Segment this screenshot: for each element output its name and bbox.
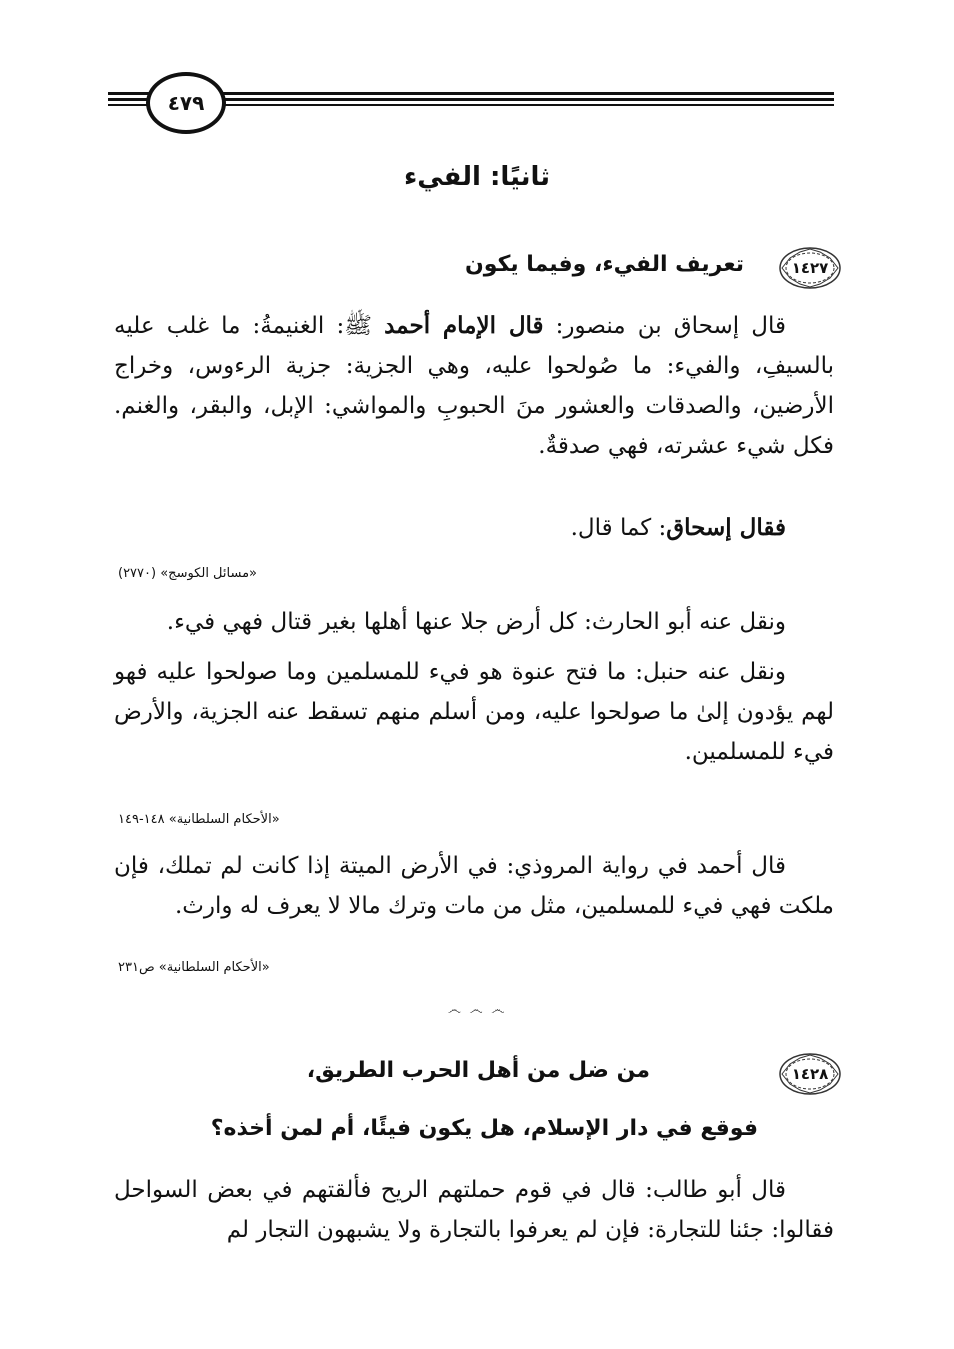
paragraph [114, 306, 834, 466]
entry-title: تعريف الفيء، وفيما يكون [465, 252, 744, 277]
section-title: ثانيًا: الفيء [403, 162, 551, 192]
page-header [108, 72, 834, 130]
entry-title: من ضل من أهل الحرب الطريق، [306, 1058, 650, 1083]
paragraph [114, 508, 834, 548]
entry-number: ١٤٢٨ [791, 1065, 829, 1083]
bold-text: فقال إسحاق [666, 514, 786, 541]
entry-heading [778, 246, 842, 290]
text: قال إسحاق بن منصور: [543, 313, 786, 339]
bold-text: قال الإمام أحمد [384, 312, 544, 339]
text: : الغنيمةُ: ما غلب عليه بالسيفِ، والفيء: ما صُولحوا عليه، وهي الجزية: جزية الرءوس، وخراج الأرضين، والصدقات والعشور منَ الحبوبِ والمواشي: الإبل، والبقر، والغنم. فكل شيء عشرته، فهي صدقةٌ. [114, 313, 834, 459]
source-citation: «الأحكام السلطانية» ١٤٨-١٤٩ [118, 812, 280, 827]
entry-number-emblem [778, 1052, 842, 1096]
entry-heading [778, 1052, 842, 1096]
entry-number: ١٤٢٧ [791, 259, 829, 277]
page-number: ٤٧٩ [146, 72, 226, 134]
entry-number-emblem [778, 246, 842, 290]
source-citation: «مسائل الكوسج» (٢٧٧٠) [118, 566, 257, 581]
paragraph: قال أحمد في رواية المروذي: في الأرض الميتة إذا كانت لم تملك، فإن ملكت فهي فيء للمسلمين، مثل من مات وترك مالا لا يعرف له وارث. [114, 853, 834, 919]
entry-subtitle: فوقع في دار الإسلام، هل يكون فيئًا، أم لمن أخذه؟ [210, 1116, 758, 1141]
ornament-divider: ෴ ෴ ෴ [447, 1002, 507, 1018]
honorific: ﷺ [344, 313, 385, 339]
paragraph: قال أبو طالب: قال في قوم حملتهم الريح فألقتهم في بعض السواحل فقالوا: جئنا للتجارة: فإن لم يعرفوا بالتجارة ولا يشبهون التجار لم [114, 1177, 834, 1243]
paragraph: ونقل عنه حنبل: ما فتح عنوة هو فيء للمسلمين وما صولحوا عليه فهو لهم يؤدون إلىٰ ما صولحوا عليه، ومن أسلم منهم تسقط عنه الجزية، والأرض فيء للمسلمين. [114, 659, 834, 765]
text: : كما قال. [570, 515, 667, 541]
paragraph: ونقل عنه أبو الحارث: كل أرض جلا عنها أهلها بغير قتال فهي فيء. [166, 609, 786, 635]
source-citation: «الأحكام السلطانية» ص٢٣١ [118, 960, 270, 975]
